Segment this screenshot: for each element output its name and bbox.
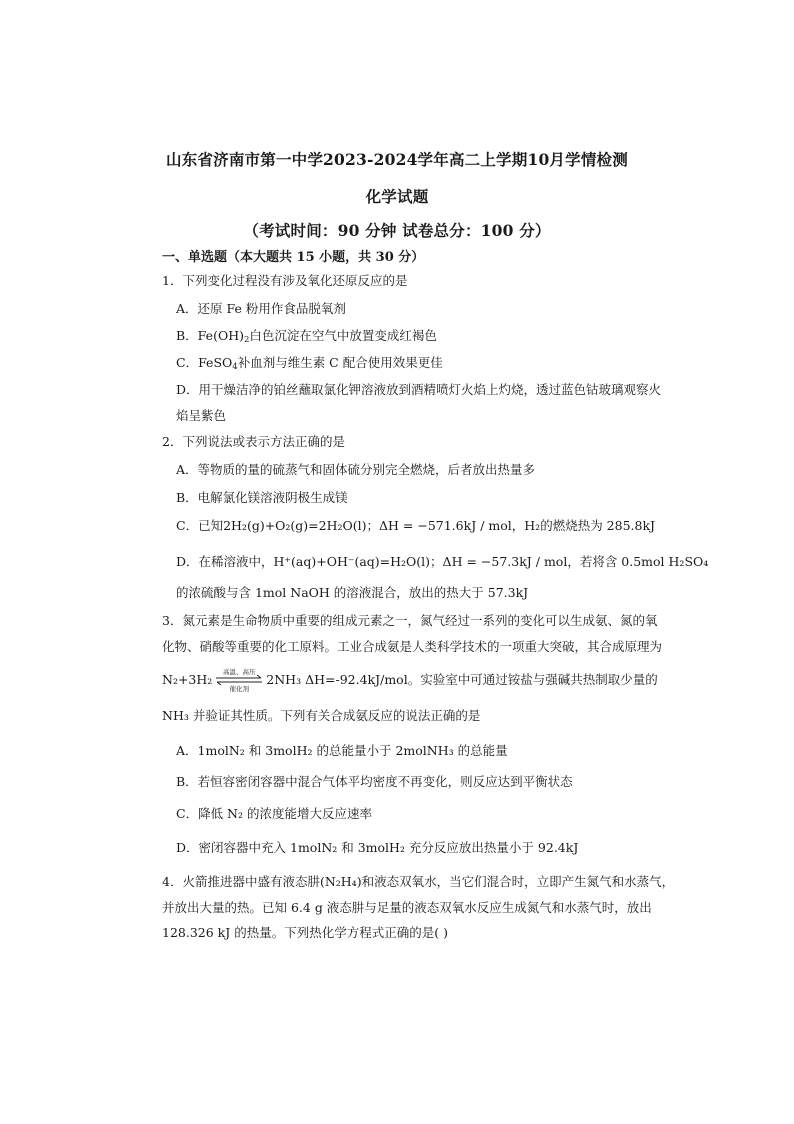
q2-option-b: B．电解氯化镁溶液阴极生成镁 [176, 490, 348, 505]
q1-option-d-cont: 焰呈紫色 [176, 408, 227, 423]
q1-option-c: C．FeSO$_4$补血剂与维生素 C 配合使用效果更佳 [176, 355, 443, 372]
q2-option-d: D．在稀溶液中，H⁺(aq)+OH⁻(aq)=H₂O(l)；ΔH = −57.3kJ / mol，若将含 0.5mol H₂SO₄ [176, 554, 709, 569]
q1-option-b: B．$Fe(OH)_2$白色沉淀在空气中放置变成红褐色 [176, 328, 437, 345]
q3-eq-left: N₂+3H₂ [162, 672, 213, 687]
q4-stem-line2: 并放出大量的热。已知 6.4 g 液态肼与足量的液态双氧水反应生成氮气和水蒸气时，放出 [162, 900, 652, 915]
q3-stem-line1: 3．氮元素是生命物质中重要的组成元素之一，氮气经过一系列的变化可以生成氨、氮的氧 [162, 613, 658, 628]
q2-stem: 2．下列说法或表示方法正确的是 [162, 434, 345, 449]
q1-option-d: D．用干燥洁净的铂丝蘸取氯化钾溶液放到酒精喷灯火焰上灼烧，透过蓝色钴玻璃观察火 [176, 382, 662, 397]
q3-stem-line2: 化物、硝酸等重要的化工原料。工业合成氨是人类科学技术的一项重大突破，其合成原理为 [162, 639, 663, 654]
q2-option-d-cont: 的浓硫酸与含 1mol NaOH 的溶液混合，放出的热大于 57.3kJ [176, 585, 529, 600]
exam-info: （考试时间：90 分钟 试卷总分：100 分） [243, 221, 551, 240]
q3-option-a: A．1molN₂ 和 3molH₂ 的总能量小于 2molNH₃ 的总能量 [176, 743, 508, 758]
q3-stem-line4: NH₃ 并验证其性质。下列有关合成氨反应的说法正确的是 [162, 708, 481, 723]
q4-stem-line1: 4．火箭推进器中盛有液态肼(N₂H₄)和液态双氧水，当它们混合时，立即产生氮气和水蒸气， [162, 874, 675, 889]
q3-option-c: C．降低 N₂ 的浓度能增大反应速率 [176, 806, 372, 821]
q3-option-b: B．若恒容密闭容器中混合气体平均密度不再变化，则反应达到平衡状态 [176, 774, 573, 789]
q3-option-d: D．密闭容器中充入 1molN₂ 和 3molH₂ 充分反应放出热量小于 92.4kJ [176, 840, 579, 855]
exam-subtitle: 化学试题 [365, 187, 429, 206]
q2-option-a: A．等物质的量的硫蒸气和固体硫分别完全燃烧，后者放出热量多 [176, 462, 536, 477]
q1-option-a: A．还原 Fe 粉用作食品脱氧剂 [176, 301, 346, 316]
q4-stem-line3: 128.326 kJ 的热量。下列热化学方程式正确的是( ) [162, 925, 448, 940]
q3-eq-right: 2NH₃ ΔH=-92.4kJ/mol [266, 672, 408, 687]
q1-stem: 1．下列变化过程没有涉及氧化还原反应的是 [162, 273, 408, 288]
exam-title: 山东省济南市第一中学2023-2024学年高二上学期10月学情检测 [166, 150, 628, 169]
reversible-arrow-icon: 高温、高压 催化剂 [214, 673, 264, 687]
q3-equation-line: N₂+3H₂ 高温、高压 催化剂 2NH₃ ΔH=-92.4kJ/mol。实验室中可通过铵盐与强碱共热制取少量的 [162, 668, 658, 693]
q2-option-c: C．已知2H₂(g)+O₂(g)=2H₂O(l)；ΔH = −571.6kJ / mol，H₂的燃烧热为 285.8kJ [176, 518, 656, 533]
section-heading: 一、单选题（本大题共 15 小题，共 30 分） [162, 250, 425, 265]
